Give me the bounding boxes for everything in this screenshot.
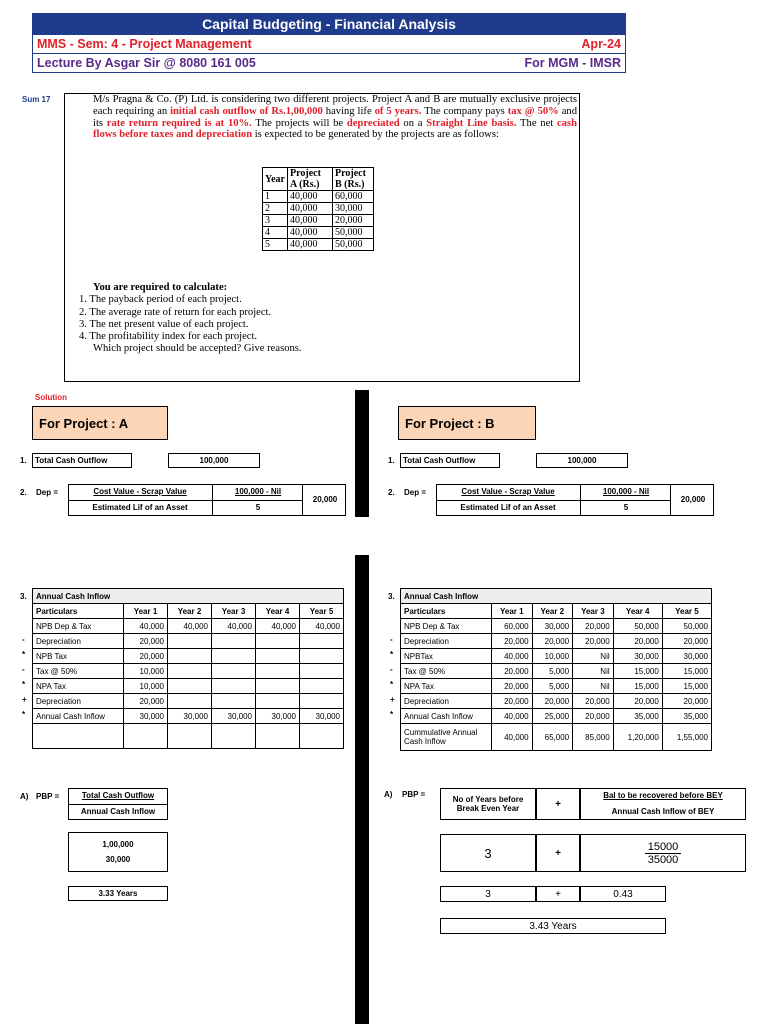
- requirements-list: [79, 282, 302, 356]
- pbp-marker: A): [384, 790, 393, 799]
- cell-value: 40,000: [492, 649, 533, 664]
- table-title: Annual Cash Inflow: [33, 589, 344, 604]
- cell-value: 20,000: [573, 694, 614, 709]
- list-item: 1. The payback period of each project.: [79, 294, 242, 306]
- cell-value: 5,000: [532, 679, 573, 694]
- row-label: NPA Tax: [33, 679, 124, 694]
- table-header: Year 4: [613, 604, 662, 619]
- operation-sign: *: [390, 650, 394, 659]
- project-b-title: For Project : B: [398, 406, 536, 440]
- table-row: [401, 709, 712, 724]
- table-header: Year 2: [532, 604, 573, 619]
- cell-value: 10,000: [124, 664, 168, 679]
- row-label: NPB Dep & Tax: [401, 619, 492, 634]
- row-label: NPB Dep & Tax: [33, 619, 124, 634]
- cell-value: 5,000: [532, 664, 573, 679]
- table-row: [401, 634, 712, 649]
- table-header: Year 3: [212, 604, 256, 619]
- pbp-values-box: [68, 832, 168, 872]
- cell-value: 40,000: [168, 619, 212, 634]
- cell-value: 1,20,000: [613, 724, 662, 751]
- pbp-part1: No of Years before Break Even Year: [440, 788, 536, 820]
- pbp-plus: +: [536, 788, 580, 820]
- cell-value: 20,000: [573, 619, 614, 634]
- table-header: Year 5: [662, 604, 711, 619]
- cell-value: Nil: [573, 649, 614, 664]
- operation-sign: -: [22, 665, 25, 674]
- pbp-part2-num: Bal to be recovered before BEY: [603, 791, 723, 800]
- page-title: Capital Budgeting - Financial Analysis: [32, 13, 626, 35]
- pbp-num-value: 1,00,000: [102, 840, 134, 849]
- pbp-plus: +: [536, 834, 580, 872]
- pbp-denominator: Annual Cash Inflow: [80, 807, 156, 816]
- for-label: For MGM - IMSR: [524, 56, 621, 70]
- step-number: 3.: [20, 592, 27, 601]
- cell-value: [168, 664, 212, 679]
- cell-value: 10,000: [124, 679, 168, 694]
- table-header: Year 3: [573, 604, 614, 619]
- table-row: [33, 649, 344, 664]
- cell-value: 65,000: [532, 724, 573, 751]
- cell-value: [212, 649, 256, 664]
- cell-value: 40,000: [300, 619, 344, 634]
- pbp-fraction-box: [580, 834, 746, 872]
- cell-value: 50,000: [613, 619, 662, 634]
- table-row: [401, 724, 712, 751]
- step-number: 2.: [20, 488, 27, 497]
- cell-value: 30,000: [532, 619, 573, 634]
- list-item: Which project should be accepted? Give reasons.: [93, 343, 302, 355]
- cell-value: 40,000: [492, 724, 533, 751]
- dep-numerator-value: 100,000 - Nil: [212, 484, 303, 501]
- operation-sign: -: [390, 635, 393, 644]
- table-row: [33, 619, 344, 634]
- cell-value: 15,000: [662, 664, 711, 679]
- cell-value: 20,000: [613, 634, 662, 649]
- lecturer-row: [32, 54, 626, 73]
- cell-value: [168, 649, 212, 664]
- cell-value: 20,000: [124, 694, 168, 709]
- dep-denominator-value: 5: [212, 500, 303, 516]
- outflow-label: Total Cash Outflow: [32, 453, 132, 468]
- cell-value: 40,000: [124, 619, 168, 634]
- cell-value: 10,000: [532, 649, 573, 664]
- dep-numerator-value: 100,000 - Nil: [580, 484, 671, 501]
- cell-value: 1,55,000: [662, 724, 711, 751]
- course-label: MMS - Sem: 4 - Project Management: [37, 37, 252, 51]
- table-row: [401, 649, 712, 664]
- table-header: Year: [263, 168, 288, 191]
- cell-value: 30,000: [256, 709, 300, 724]
- operation-sign: *: [22, 710, 26, 719]
- table-row: [33, 634, 344, 649]
- step-number: 1.: [20, 456, 27, 465]
- cell-value: [256, 679, 300, 694]
- table-header: Particulars: [33, 604, 124, 619]
- operation-sign: *: [390, 680, 394, 689]
- cell-value: 30,000: [300, 709, 344, 724]
- sum-label: Sum 17: [22, 95, 51, 104]
- operation-sign: *: [22, 680, 26, 689]
- dep-result: 20,000: [302, 484, 347, 516]
- cell-value: 60,000: [492, 619, 533, 634]
- pbp-marker: A): [20, 792, 29, 801]
- cell-value: 20,000: [124, 634, 168, 649]
- cell-value: [168, 679, 212, 694]
- cell-value: 20,000: [492, 694, 533, 709]
- cell-value: 30,000: [124, 709, 168, 724]
- pbp-bal: 15000: [645, 841, 682, 854]
- outflow-value: 100,000: [536, 453, 628, 468]
- column-divider: [355, 555, 369, 1024]
- pbp-years-2: 3: [440, 886, 536, 902]
- cell-value: 20,000: [662, 634, 711, 649]
- row-label: Depreciation: [33, 634, 124, 649]
- pbp-result-b: 3.43 Years: [440, 918, 666, 934]
- table-row: [401, 694, 712, 709]
- cell-value: 30,000: [168, 709, 212, 724]
- cell-value: Nil: [573, 679, 614, 694]
- row-label: NPA Tax: [401, 679, 492, 694]
- project-a-title: For Project : A: [32, 406, 168, 440]
- list-item: 2. The average rate of return for each project.: [79, 306, 272, 318]
- cell-value: 20,000: [532, 694, 573, 709]
- table-row: [33, 694, 344, 709]
- cell-value: 25,000: [532, 709, 573, 724]
- row-label: Depreciation: [401, 694, 492, 709]
- annual-cash-inflow-table-a: [32, 588, 344, 749]
- pbp-frac-value: 0.43: [580, 886, 666, 902]
- operation-sign: *: [22, 650, 26, 659]
- requirements-heading: You are required to calculate:: [93, 282, 228, 293]
- cell-value: 50,000: [662, 619, 711, 634]
- step-number: 1.: [388, 456, 395, 465]
- cell-value: 20,000: [492, 679, 533, 694]
- cell-value: Nil: [573, 664, 614, 679]
- pbp-numerator: Total Cash Outflow: [68, 788, 168, 805]
- table-header: Year 1: [492, 604, 533, 619]
- cell-value: [212, 694, 256, 709]
- dep-label: Dep =: [404, 488, 427, 497]
- row-label: NPB Tax: [33, 649, 124, 664]
- row-label: Tax @ 50%: [401, 664, 492, 679]
- pbp-years: 3: [440, 834, 536, 872]
- cell-value: 15,000: [613, 664, 662, 679]
- pbp-part2-den: Annual Cash Inflow of BEY: [611, 807, 715, 816]
- table-row: 1 40,000 60,000: [263, 191, 374, 203]
- cell-value: 35,000: [662, 709, 711, 724]
- pbp-label: PBP =: [36, 792, 60, 801]
- pbp-bey: 35000: [647, 853, 679, 866]
- solution-label: Solution: [35, 393, 67, 402]
- row-label: Annual Cash Inflow: [33, 709, 124, 724]
- table-header: Year 5: [300, 604, 344, 619]
- table-row: [401, 664, 712, 679]
- course-row: [32, 35, 626, 54]
- operation-sign: -: [390, 665, 393, 674]
- problem-intro: M/s Pragna & Co. (P) Ltd. is considering two different projects. Project A and B are mutually exclusive projects each requiring an initial cash outflow of Rs.1,00,000 having life of 5 years. The company pays tax @ 50% and its rate return required is at 10%. The projects will be depreciated on a Straight Line basis. The net cash flows before taxes and depreciation is expected to be generated by the projects are as follows:: [93, 94, 578, 141]
- cell-value: [168, 694, 212, 709]
- cell-value: [300, 664, 344, 679]
- cell-value: 30,000: [613, 649, 662, 664]
- table-row: [33, 664, 344, 679]
- cell-value: [256, 634, 300, 649]
- dep-denominator: Estimated Lif of an Asset: [460, 503, 556, 512]
- table-row: [401, 679, 712, 694]
- row-label: NPBTax: [401, 649, 492, 664]
- dep-label: Dep =: [36, 488, 59, 497]
- cell-value: 20,000: [492, 634, 533, 649]
- cell-value: 40,000: [256, 619, 300, 634]
- table-row: [401, 619, 712, 634]
- cell-value: 35,000: [613, 709, 662, 724]
- cell-value: 20,000: [573, 634, 614, 649]
- cell-value: [168, 634, 212, 649]
- dep-numerator: Cost Value - Scrap Value: [436, 484, 580, 501]
- annual-cash-inflow-table-b: [400, 588, 712, 751]
- step-number: 3.: [388, 592, 395, 601]
- row-label: Cummulative Annual Cash Inflow: [401, 724, 492, 751]
- cell-value: 30,000: [662, 649, 711, 664]
- cell-value: 20,000: [573, 709, 614, 724]
- table-header: Particulars: [401, 604, 492, 619]
- cell-value: 15,000: [662, 679, 711, 694]
- operation-sign: -: [22, 635, 25, 644]
- table-row: 2 40,000 30,000: [263, 203, 374, 215]
- project-cashflow-table: [262, 167, 374, 251]
- dep-denominator: Estimated Lif of an Asset: [92, 503, 188, 512]
- cell-value: 20,000: [124, 649, 168, 664]
- list-item: 4. The profitability index for each project.: [79, 331, 258, 343]
- pbp-den-value: 30,000: [105, 855, 131, 864]
- cell-value: [300, 694, 344, 709]
- dep-numerator: Cost Value - Scrap Value: [68, 484, 212, 501]
- row-label: Depreciation: [33, 694, 124, 709]
- cell-value: 85,000: [573, 724, 614, 751]
- cell-value: [256, 649, 300, 664]
- pbp-plus: +: [536, 886, 580, 902]
- table-row: [33, 679, 344, 694]
- row-label: Annual Cash Inflow: [401, 709, 492, 724]
- row-label: Tax @ 50%: [33, 664, 124, 679]
- table-row: 3 40,000 20,000: [263, 215, 374, 227]
- table-title: Annual Cash Inflow: [401, 589, 712, 604]
- problem-box: [64, 93, 580, 382]
- cell-value: 20,000: [662, 694, 711, 709]
- pbp-result-a: 3.33 Years: [68, 886, 168, 901]
- pbp-label: PBP =: [402, 790, 426, 799]
- cell-value: [300, 649, 344, 664]
- cell-value: 40,000: [212, 619, 256, 634]
- operation-sign: +: [22, 695, 27, 704]
- dep-denominator-value: 5: [580, 500, 671, 516]
- outflow-label: Total Cash Outflow: [400, 453, 500, 468]
- cell-value: [300, 634, 344, 649]
- cell-value: [256, 694, 300, 709]
- cell-value: 15,000: [613, 679, 662, 694]
- table-header: Year 4: [256, 604, 300, 619]
- operation-sign: +: [390, 695, 395, 704]
- cell-value: 30,000: [212, 709, 256, 724]
- cell-value: 20,000: [532, 634, 573, 649]
- cell-value: [300, 679, 344, 694]
- step-number: 2.: [388, 488, 395, 497]
- outflow-value: 100,000: [168, 453, 260, 468]
- table-row: 5 40,000 50,000: [263, 239, 374, 251]
- table-header: Project B (Rs.): [333, 168, 374, 191]
- date-label: Apr-24: [581, 37, 621, 51]
- cell-value: 40,000: [492, 709, 533, 724]
- operation-sign: *: [390, 710, 394, 719]
- table-header: Project A (Rs.): [288, 168, 333, 191]
- list-item: 3. The net present value of each project.: [79, 318, 249, 330]
- cell-value: 20,000: [613, 694, 662, 709]
- cell-value: [212, 664, 256, 679]
- table-row: [33, 709, 344, 724]
- table-header: Year 2: [168, 604, 212, 619]
- column-divider: [355, 390, 369, 517]
- cell-value: [212, 634, 256, 649]
- cell-value: [212, 679, 256, 694]
- table-row: 4 40,000 50,000: [263, 227, 374, 239]
- cell-value: [256, 664, 300, 679]
- row-label: Depreciation: [401, 634, 492, 649]
- table-header: Year 1: [124, 604, 168, 619]
- cell-value: 20,000: [492, 664, 533, 679]
- lecturer-label: Lecture By Asgar Sir @ 8080 161 005: [37, 56, 256, 70]
- dep-result: 20,000: [670, 484, 715, 516]
